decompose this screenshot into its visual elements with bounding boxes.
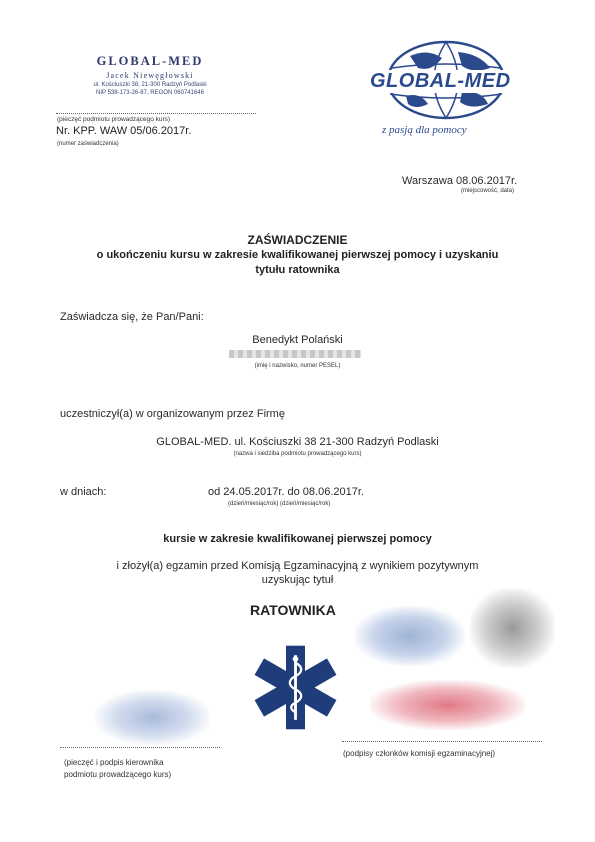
document-title: ZAŚWIADCZENIE: [247, 233, 348, 247]
left-signature-caption: [64, 757, 171, 781]
stamp-caption: (pieczęć podmiotu prowadzącego kurs): [57, 116, 171, 123]
exam-text-line1: i złożył(a) egzamin przed Komisją Egzaminacyjną z wynikiem pozytywnym: [116, 560, 479, 572]
organizer-text: GLOBAL-MED. ul. Kościuszki 38 21-300 Radzyń Podlaski: [156, 436, 439, 448]
left-signature-line: [60, 747, 220, 748]
blurred-stamp: [355, 606, 465, 666]
course-name: kursie w zakresie kwalifikowanej pierwszej pomocy: [163, 533, 432, 545]
left-caption-line1: (pieczęć i podpis kierownika: [64, 758, 164, 767]
result-title: RATOWNIKA: [250, 602, 336, 618]
redacted-pesel: [229, 350, 361, 358]
stamp-address: ul. Kościuszki 38, 21-300 Radzyń Podlaski: [93, 82, 207, 88]
company-stamp: [60, 54, 240, 96]
blurred-manager-signature: [95, 690, 210, 745]
star-of-life-icon: [248, 640, 343, 735]
stamp-person: Jacek Niewęgłowski: [106, 71, 194, 80]
person-caption: (imię i nazwisko, numer PESEL): [254, 363, 341, 369]
person-name: Benedykt Polański: [252, 334, 343, 346]
stamp-company: GLOBAL-MED: [96, 54, 204, 68]
course-dates-caption: (dzień/miesiąc/rok) (dzień/miesiąc/rok): [228, 501, 331, 507]
right-signature-caption: (podpisy członków komisji egzaminacyjnej): [343, 749, 496, 758]
document-subtitle-line2: tytułu ratownika: [255, 264, 340, 276]
certificate-number-caption: (numer zaświadczenia): [57, 141, 119, 147]
exam-text-line2: uzyskując tytuł: [261, 574, 334, 586]
place-date: Warszawa 08.06.2017r.: [402, 175, 518, 187]
blurred-signature: [470, 588, 555, 668]
right-signature-line: [342, 741, 542, 742]
place-date-caption: (miejscowość, data): [461, 188, 515, 194]
stamp-dotted-line: [56, 113, 256, 114]
days-label: w dniach:: [60, 486, 107, 498]
organizer-caption: (nazwa i siedziba podmiotu prowadzącego kurs): [233, 451, 362, 457]
certifies-text: Zaświadcza się, że Pan/Pani:: [60, 311, 204, 323]
global-med-logo: [362, 38, 532, 148]
stamp-nip: NIP 538-173-26-87, REGON 060741646: [96, 90, 204, 96]
blurred-red-signature: [370, 680, 525, 730]
logo-slogan: z pasją dla pomocy: [382, 124, 467, 136]
logo-text: GLOBAL-MED: [366, 70, 515, 93]
course-dates: od 24.05.2017r. do 08.06.2017r.: [208, 486, 364, 498]
left-caption-line2: podmiotu prowadzącego kurs): [64, 770, 172, 779]
certificate-number: Nr. KPP. WAW 05/06.2017r.: [56, 125, 192, 137]
participant-text: uczestniczył(a) w organizowanym przez Firmę: [60, 408, 285, 420]
document-subtitle-line1: o ukończeniu kursu w zakresie kwalifikowanej pierwszej pomocy i uzyskaniu: [96, 249, 499, 261]
